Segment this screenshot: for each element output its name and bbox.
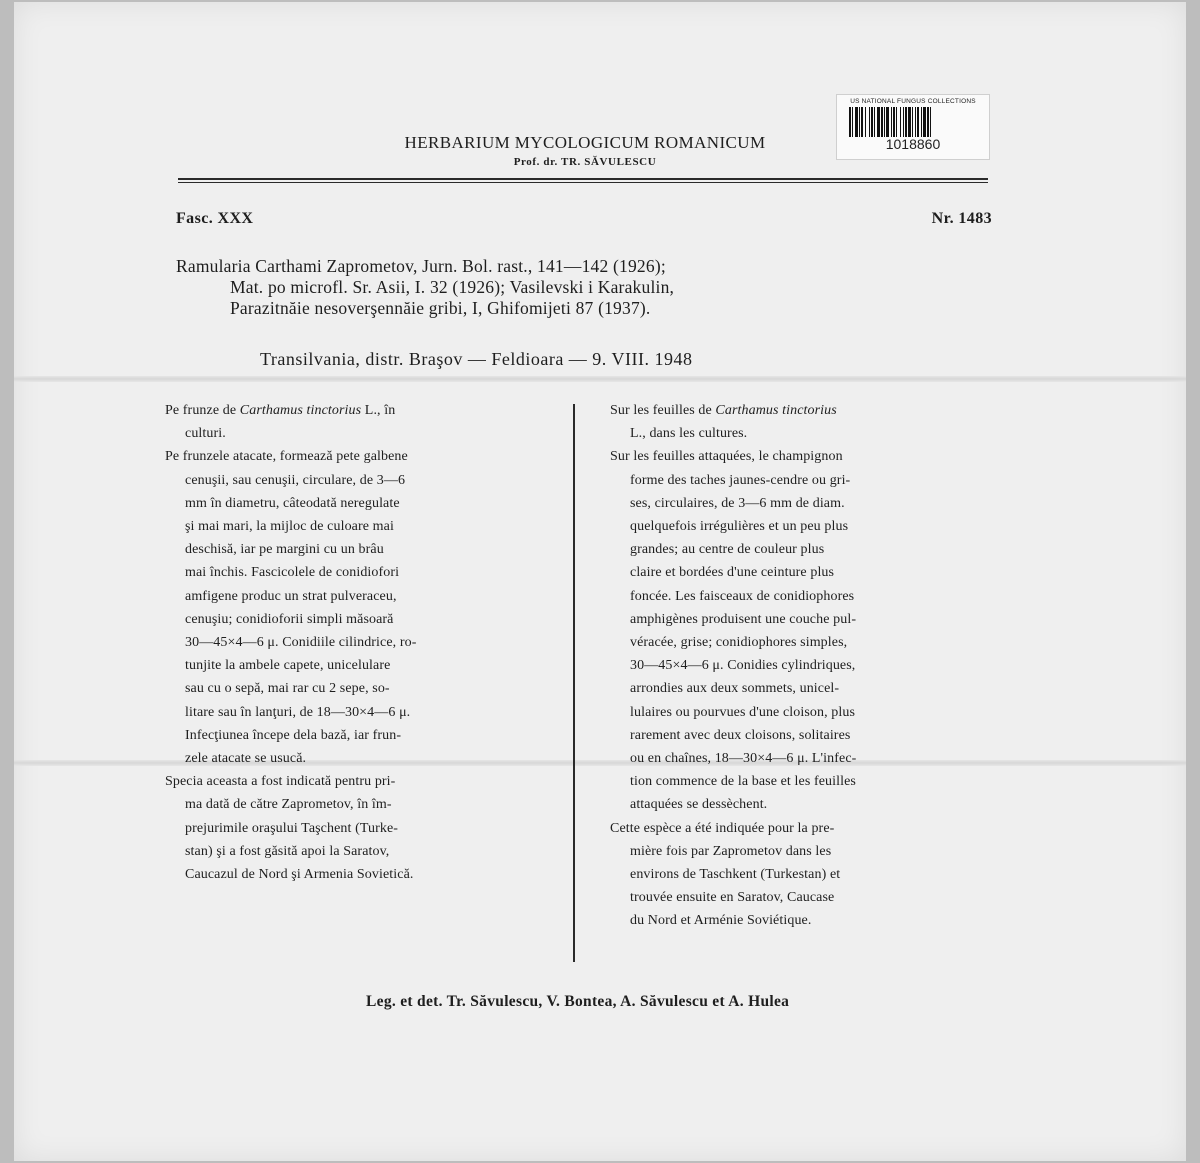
description-line bbox=[610, 793, 1006, 816]
line-text: tion commence de la base et les feuilles bbox=[630, 774, 856, 790]
barcode-bar bbox=[877, 107, 880, 137]
barcode-bar bbox=[861, 107, 863, 137]
fold-crease bbox=[14, 376, 1186, 382]
description-romanian bbox=[165, 399, 557, 886]
line-text: mm în diametru, câteodată neregulate bbox=[185, 495, 400, 511]
barcode-bar bbox=[921, 107, 922, 137]
barcode-bar bbox=[912, 107, 913, 137]
barcode-bar bbox=[869, 107, 870, 137]
barcode-bar bbox=[849, 107, 851, 137]
barcode-bar bbox=[855, 107, 858, 137]
description-line bbox=[165, 817, 557, 840]
line-text: tunjite la ambele capete, unicelulare bbox=[185, 658, 391, 674]
line-text: Cette espèce a été indiquée pour la pre- bbox=[610, 820, 835, 836]
line-text: foncée. Les faisceaux de conidiophores bbox=[630, 588, 855, 604]
description-line bbox=[610, 840, 1006, 863]
description-line bbox=[165, 840, 557, 863]
header-rule bbox=[178, 178, 988, 180]
description-line bbox=[165, 608, 557, 631]
column-divider bbox=[573, 404, 575, 962]
citation-line: Ramularia Carthami Zaprometov, Jurn. Bol. rast., 141—142 (1926); bbox=[176, 256, 666, 276]
description-french bbox=[610, 399, 1006, 933]
citation-line: Mat. po microfl. Sr. Asii, I. 32 (1926); Vasilevski i Karakulin, bbox=[230, 277, 675, 297]
line-text: du Nord et Arménie Soviétique. bbox=[630, 913, 812, 929]
barcode-bar bbox=[893, 107, 895, 137]
line-text: ses, circulaires, de 3—6 mm de diam. bbox=[630, 495, 845, 511]
description-line bbox=[610, 701, 1006, 724]
description-line bbox=[610, 677, 1006, 700]
description-line bbox=[165, 515, 557, 538]
description-line bbox=[165, 793, 557, 816]
description-line bbox=[610, 445, 1006, 468]
line-text: zele atacate se usucă. bbox=[185, 751, 307, 767]
line-text: culturi. bbox=[185, 426, 226, 442]
herbarium-title: HERBARIUM MYCOLOGICUM ROMANICUM bbox=[404, 133, 766, 152]
description-line bbox=[165, 469, 557, 492]
barcode-icon bbox=[847, 107, 979, 137]
line-text: forme des taches jaunes-cendre ou gri- bbox=[630, 472, 851, 488]
barcode-bar bbox=[908, 107, 911, 137]
barcode-bar bbox=[852, 107, 853, 137]
barcode-number: 1018860 bbox=[885, 136, 941, 152]
barcode-bar bbox=[903, 107, 904, 137]
description-line bbox=[165, 445, 557, 468]
line-text: cenuşiu; conidioforii simpli măsoară bbox=[185, 611, 394, 627]
barcode-bar bbox=[930, 107, 931, 137]
line-text: Caucazul de Nord şi Armenia Sovietică. bbox=[185, 867, 414, 883]
line-text: şi mai mari, la mijloc de culoare mai bbox=[185, 519, 394, 535]
description-line bbox=[610, 585, 1006, 608]
line-text: quelquefois irrégulières et un peu plus bbox=[630, 519, 849, 535]
line-text: environs de Taschkent (Turkestan) et bbox=[630, 867, 841, 883]
barcode-label bbox=[836, 94, 990, 160]
description-line bbox=[165, 585, 557, 608]
line-text: litare sau în lanţuri, de 18—30×4—6 μ. bbox=[185, 704, 411, 720]
barcode-bar bbox=[891, 107, 892, 137]
line-text: attaquées se dessèchent. bbox=[630, 797, 768, 813]
description-line bbox=[165, 677, 557, 700]
line-text: ma dată de către Zaprometov, în îm- bbox=[185, 797, 392, 813]
line-text: Specia aceasta a fost indicată pentru pri- bbox=[165, 774, 396, 790]
barcode-bar bbox=[917, 107, 919, 137]
line-text: arrondies aux deux sommets, unicel- bbox=[630, 681, 840, 697]
barcode-bar bbox=[865, 107, 866, 137]
species-name: Carthamus tinctorius bbox=[715, 403, 837, 418]
description-line bbox=[610, 608, 1006, 631]
line-text: stan) şi a fost găsită apoi la Saratov, bbox=[185, 843, 390, 859]
description-line bbox=[610, 399, 1006, 422]
line-text: Pe frunze de bbox=[165, 403, 240, 418]
description-line bbox=[165, 422, 557, 445]
line-text: L., dans les cultures. bbox=[630, 426, 748, 442]
line-text: trouvée ensuite en Saratov, Caucase bbox=[630, 890, 835, 906]
barcode-bar bbox=[905, 107, 907, 137]
header-rule-thin bbox=[178, 182, 988, 183]
line-text: Pe frunzele atacate, formează pete galbene bbox=[165, 449, 408, 465]
line-text: 30—45×4—6 μ. Conidiile cilindrice, ro- bbox=[185, 635, 417, 651]
line-text: mai închis. Fascicolele de conidiofori bbox=[185, 565, 400, 581]
description-line bbox=[165, 863, 557, 886]
specimen-number: Nr. 1483 bbox=[931, 210, 992, 227]
line-text: claire et bordées d'une ceinture plus bbox=[630, 565, 835, 581]
description-line bbox=[610, 886, 1006, 909]
description-line bbox=[610, 909, 1006, 932]
description-line bbox=[610, 747, 1006, 770]
citation-line: Parazitnăie nesoverşennăie gribi, I, Ghifomijeti 87 (1937). bbox=[230, 298, 651, 318]
description-line bbox=[610, 492, 1006, 515]
barcode-bar bbox=[871, 107, 873, 137]
description-line bbox=[610, 817, 1006, 840]
barcode-bar bbox=[859, 107, 860, 137]
description-line bbox=[610, 538, 1006, 561]
description-line bbox=[165, 770, 557, 793]
description-line bbox=[610, 631, 1006, 654]
barcode-bar bbox=[884, 107, 885, 137]
line-text: ou en chaînes, 18—30×4—6 μ. L'infec- bbox=[630, 751, 857, 767]
description-line bbox=[165, 631, 557, 654]
line-text: prejurimile oraşului Taşchent (Turke- bbox=[185, 820, 399, 836]
barcode-bar bbox=[896, 107, 897, 137]
line-text: lulaires ou pourvues d'une cloison, plus bbox=[630, 704, 856, 720]
species-name: Carthamus tinctorius bbox=[239, 403, 362, 418]
description-line bbox=[165, 747, 557, 770]
barcode-collection-name: US NATIONAL FUNGUS COLLECTIONS bbox=[850, 98, 976, 105]
herbarium-subtitle: Prof. dr. TR. SĂVULESCU bbox=[513, 156, 657, 168]
description-line bbox=[610, 515, 1006, 538]
line-text: sau cu o sepă, mai rar cu 2 sepe, so- bbox=[185, 681, 390, 697]
description-line bbox=[610, 770, 1006, 793]
taxon-citation bbox=[176, 256, 998, 319]
line-text: deschisă, iar pe margini cu un brâu bbox=[185, 542, 384, 558]
description-line bbox=[165, 654, 557, 677]
description-line bbox=[165, 492, 557, 515]
description-line bbox=[610, 863, 1006, 886]
line-text: Sur les feuilles de bbox=[610, 403, 716, 418]
description-line bbox=[165, 724, 557, 747]
line-text: grandes; au centre de couleur plus bbox=[630, 542, 825, 558]
description-line bbox=[165, 701, 557, 724]
fascicle-number: Fasc. XXX bbox=[176, 210, 254, 227]
barcode-bar bbox=[881, 107, 883, 137]
barcode-bar bbox=[886, 107, 889, 137]
line-text: cenuşii, sau cenuşii, circulare, de 3—6 bbox=[185, 472, 406, 488]
line-text: mière fois par Zaprometov dans les bbox=[630, 843, 832, 859]
line-text: L., în bbox=[361, 403, 396, 418]
description-line bbox=[610, 561, 1006, 584]
description-line bbox=[165, 538, 557, 561]
line-text: véracée, grise; conidiophores simples, bbox=[630, 635, 848, 651]
description-line bbox=[165, 561, 557, 584]
description-line bbox=[610, 422, 1006, 445]
description-line bbox=[165, 399, 557, 422]
line-text: amfigene produc un strat pulveraceu, bbox=[185, 588, 397, 604]
line-text: rarement avec deux cloisons, solitaires bbox=[630, 727, 851, 743]
line-text: 30—45×4—6 μ. Conidies cylindriques, bbox=[630, 658, 856, 674]
barcode-bar bbox=[923, 107, 926, 137]
line-text: Infecţiunea începe dela bază, iar frun- bbox=[185, 727, 402, 743]
barcode-bar bbox=[915, 107, 916, 137]
barcode-bar bbox=[900, 107, 901, 137]
collectors-line: Leg. et det. Tr. Săvulescu, V. Bontea, A. Săvulescu et A. Hulea bbox=[366, 993, 790, 1010]
line-text: amphigènes produisent une couche pul- bbox=[630, 611, 857, 627]
line-text: Sur les feuilles attaquées, le champignon bbox=[610, 449, 843, 465]
description-line bbox=[610, 724, 1006, 747]
description-line bbox=[610, 469, 1006, 492]
barcode-bar bbox=[874, 107, 875, 137]
locality-date: Transilvania, distr. Braşov — Feldioara — 9. VIII. 1948 bbox=[260, 349, 693, 369]
barcode-bar bbox=[927, 107, 929, 137]
description-line bbox=[610, 654, 1006, 677]
